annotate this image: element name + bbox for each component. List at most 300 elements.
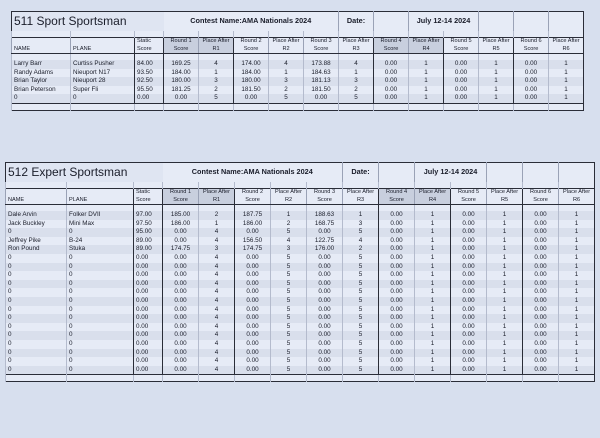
round-score-cell: 0.00 [235,314,271,323]
table-row [6,280,595,289]
place-cell: 1 [559,254,595,263]
plane-name-cell: 0 [67,288,134,297]
spacer-row [6,375,595,382]
plane-name-cell: Nieuport N17 [71,69,135,78]
round-score-cell: 0.00 [451,357,487,366]
pilot-name-cell: 0 [6,306,67,315]
place-cell: 5 [343,288,379,297]
round-score-cell: 0.00 [235,297,271,306]
place-cell: 1 [271,211,307,220]
place-cell: 1 [415,297,451,306]
static-score-cell: 0.00 [134,331,163,340]
column-header: Place After [199,38,234,46]
blank-cell [6,375,67,382]
place-cell: 4 [339,60,374,69]
place-cell: 5 [343,254,379,263]
round-score-cell: 0.00 [379,306,415,315]
round-score-cell: 0.00 [307,254,343,263]
place-cell: 1 [479,69,514,78]
place-cell: 1 [415,331,451,340]
place-cell: 1 [559,263,595,272]
round-score-cell: 176.00 [307,245,343,254]
column-header: Place After [487,189,523,197]
round-score-cell: 0.00 [379,220,415,229]
round-score-cell: 0.00 [444,86,479,95]
round-score-cell: 174.75 [163,245,199,254]
round-score-cell: 0.00 [374,86,409,95]
column-header: R1 [199,46,234,54]
header-row [6,197,595,205]
round-score-cell: 0.00 [379,314,415,323]
column-header: Score [164,46,199,54]
blank-cell [199,103,234,110]
place-cell: 5 [271,297,307,306]
place-cell: 3 [271,245,307,254]
place-cell: 1 [415,340,451,349]
round-score-cell: 0.00 [374,94,409,103]
column-header: NAME [6,197,67,205]
round-score-cell: 0.00 [451,349,487,358]
round-score-cell: 0.00 [163,340,199,349]
place-cell: 1 [479,77,514,86]
round-score-cell: 0.00 [379,211,415,220]
round-score-cell: 0.00 [163,323,199,332]
round-score-cell: 0.00 [379,323,415,332]
round-score-cell: 0.00 [163,314,199,323]
round-score-cell: 0.00 [235,228,271,237]
blank-cell [409,103,444,110]
table-row [6,228,595,237]
place-cell: 4 [199,306,235,315]
column-header: Static [134,189,163,197]
place-cell: 1 [559,288,595,297]
place-cell: 1 [339,69,374,78]
static-score-cell: 0.00 [134,263,163,272]
round-score-cell: 0.00 [307,331,343,340]
place-cell: 4 [199,271,235,280]
place-cell: 1 [415,349,451,358]
blank-cell [12,103,71,110]
round-score-cell: 0.00 [523,349,559,358]
place-cell: 1 [487,254,523,263]
column-header: Place After [415,189,451,197]
round-score-cell: 0.00 [163,271,199,280]
round-score-cell: 0.00 [163,349,199,358]
round-score-cell: 0.00 [379,340,415,349]
place-cell: 1 [559,306,595,315]
place-cell: 1 [549,60,584,69]
plane-name-cell: Super Fli [71,86,135,95]
round-score-cell: 180.00 [164,77,199,86]
static-score-cell: 92.50 [135,77,164,86]
round-score-cell: 0.00 [444,94,479,103]
round-score-cell: 0.00 [379,331,415,340]
static-score-cell: 93.50 [135,69,164,78]
round-score-cell: 0.00 [379,254,415,263]
contest-label: Contest Name: [191,167,244,177]
sheet-511-sport-sportsman [11,11,584,111]
column-header: Score [451,197,487,205]
round-score-cell: 181.50 [234,86,269,95]
blank-cell [523,163,559,183]
place-cell: 5 [343,349,379,358]
round-score-cell: 0.00 [163,366,199,375]
round-score-cell: 0.00 [523,228,559,237]
blank-cell [379,375,415,382]
place-cell: 1 [487,306,523,315]
column-header: R5 [479,46,514,54]
place-cell: 5 [343,331,379,340]
place-cell: 5 [271,357,307,366]
place-cell: 5 [271,254,307,263]
blank-cell [374,103,409,110]
blank-cell [514,12,549,32]
column-header: Place After [409,38,444,46]
column-header: Score [234,46,269,54]
blank-cell [235,375,271,382]
table-row [6,340,595,349]
sheet-512-expert-sportsman [5,162,595,382]
static-score-cell: 0.00 [134,357,163,366]
round-score-cell: 0.00 [523,245,559,254]
place-cell: 1 [487,220,523,229]
place-cell: 1 [549,77,584,86]
column-header: Score [304,46,339,54]
table-row [6,297,595,306]
static-score-cell: 89.00 [134,245,163,254]
column-header: Score [523,197,559,205]
column-header: R5 [487,197,523,205]
place-cell: 4 [199,331,235,340]
column-header: Round 2 [235,189,271,197]
blank-cell [234,103,269,110]
static-score-cell: 97.50 [134,220,163,229]
place-cell: 5 [343,228,379,237]
place-cell: 1 [559,211,595,220]
place-cell: 4 [199,263,235,272]
round-score-cell: 0.00 [444,60,479,69]
static-score-cell: 0.00 [134,306,163,315]
place-cell: 1 [415,357,451,366]
column-header: R4 [415,197,451,205]
round-score-cell: 0.00 [523,237,559,246]
place-cell: 4 [199,314,235,323]
round-score-cell: 0.00 [374,77,409,86]
place-cell: 4 [343,237,379,246]
place-cell: 5 [271,323,307,332]
plane-name-cell: 0 [67,263,134,272]
round-score-cell: 188.63 [307,211,343,220]
contest-name [164,12,339,32]
round-score-cell: 0.00 [235,331,271,340]
results-table-512 [5,162,595,382]
pilot-name-cell: 0 [6,349,67,358]
column-header: Place After [199,189,235,197]
round-score-cell: 0.00 [451,331,487,340]
blank-cell [479,103,514,110]
place-cell: 1 [415,263,451,272]
place-cell: 1 [415,211,451,220]
table-row [6,237,595,246]
date-value: July 12-14 2024 [409,12,479,32]
round-score-cell: 0.00 [444,69,479,78]
blank-cell [307,375,343,382]
round-score-cell: 0.00 [235,254,271,263]
place-cell: 1 [559,349,595,358]
column-header: NAME [12,46,71,54]
round-score-cell: 0.00 [304,94,339,103]
place-cell: 4 [199,323,235,332]
round-score-cell: 0.00 [451,340,487,349]
place-cell: 5 [343,357,379,366]
place-cell: 5 [343,340,379,349]
place-cell: 5 [271,349,307,358]
place-cell: 1 [415,323,451,332]
place-cell: 1 [487,271,523,280]
spacer-row [12,103,584,110]
round-score-cell: 0.00 [307,349,343,358]
column-header: Score [444,46,479,54]
place-cell: 1 [415,366,451,375]
place-cell: 5 [343,271,379,280]
contest-name [163,163,343,183]
round-score-cell: 0.00 [379,245,415,254]
blank-cell [523,375,559,382]
round-score-cell: 0.00 [379,228,415,237]
round-score-cell: 0.00 [514,94,549,103]
place-cell: 1 [409,86,444,95]
column-header: Place After [343,189,379,197]
round-score-cell: 0.00 [307,280,343,289]
place-cell: 1 [559,331,595,340]
round-score-cell: 0.00 [379,271,415,280]
plane-name-cell: 0 [67,314,134,323]
place-cell: 1 [269,69,304,78]
round-score-cell: 0.00 [523,357,559,366]
place-cell: 1 [559,220,595,229]
pilot-name-cell: Brian Peterson [12,86,71,95]
plane-name-cell: 0 [67,340,134,349]
column-header: Round 3 [307,189,343,197]
round-score-cell: 180.00 [234,77,269,86]
plane-name-cell: Nieuport 28 [71,77,135,86]
column-header: Score [134,197,163,205]
static-score-cell: 0.00 [134,323,163,332]
column-header: R3 [339,46,374,54]
place-cell: 1 [479,86,514,95]
round-score-cell: 0.00 [523,366,559,375]
round-score-cell: 0.00 [451,271,487,280]
place-cell: 1 [487,349,523,358]
header-row [12,46,584,54]
column-header: Round 1 [163,189,199,197]
pilot-name-cell: 0 [6,288,67,297]
column-header: Place After [339,38,374,46]
round-score-cell: 0.00 [379,237,415,246]
round-score-cell: 0.00 [379,297,415,306]
pilot-name-cell: 0 [6,340,67,349]
round-score-cell: 0.00 [379,349,415,358]
place-cell: 2 [199,211,235,220]
round-score-cell: 181.50 [304,86,339,95]
round-score-cell: 0.00 [523,323,559,332]
column-header: R2 [271,197,307,205]
place-cell: 4 [271,237,307,246]
place-cell: 1 [559,323,595,332]
round-score-cell: 0.00 [163,306,199,315]
plane-name-cell: Folker DVII [67,211,134,220]
place-cell: 1 [487,340,523,349]
round-score-cell: 0.00 [523,254,559,263]
blank-cell [374,12,409,32]
place-cell: 1 [415,306,451,315]
blank-cell [343,375,379,382]
blank-cell [487,375,523,382]
place-cell: 4 [199,340,235,349]
blank-cell [269,103,304,110]
place-cell: 1 [409,69,444,78]
round-score-cell: 0.00 [234,94,269,103]
column-header: R6 [549,46,584,54]
round-score-cell: 0.00 [374,60,409,69]
place-cell: 4 [199,254,235,263]
place-cell: 3 [199,77,234,86]
round-score-cell: 0.00 [451,245,487,254]
column-header: R4 [409,46,444,54]
place-cell: 5 [343,314,379,323]
place-cell: 1 [479,94,514,103]
place-cell: 1 [549,94,584,103]
static-score-cell: 0.00 [135,94,164,103]
plane-name-cell: 0 [67,331,134,340]
round-score-cell: 0.00 [307,340,343,349]
place-cell: 5 [271,271,307,280]
place-cell: 1 [487,297,523,306]
results-table-511 [11,11,584,111]
round-score-cell: 0.00 [163,237,199,246]
pilot-name-cell: Jack Buckley [6,220,67,229]
plane-name-cell: Curtiss Pusher [71,60,135,69]
static-score-cell: 0.00 [134,271,163,280]
place-cell: 2 [343,245,379,254]
table-row [6,306,595,315]
round-score-cell: 0.00 [163,357,199,366]
round-score-cell: 0.00 [163,280,199,289]
pilot-name-cell: 0 [6,254,67,263]
round-score-cell: 184.00 [164,69,199,78]
place-cell: 1 [549,86,584,95]
place-cell: 1 [415,254,451,263]
pilot-name-cell: 0 [6,271,67,280]
round-score-cell: 0.00 [163,263,199,272]
column-header: R3 [343,197,379,205]
place-cell: 1 [549,69,584,78]
place-cell: 1 [409,60,444,69]
column-header: Place After [549,38,584,46]
place-cell: 1 [409,94,444,103]
column-header: Round 5 [451,189,487,197]
round-score-cell: 173.88 [304,60,339,69]
round-score-cell: 0.00 [514,77,549,86]
pilot-name-cell: 0 [6,357,67,366]
place-cell: 1 [559,237,595,246]
static-score-cell: 0.00 [134,349,163,358]
column-header: Score [514,46,549,54]
place-cell: 5 [269,94,304,103]
blank-cell [199,375,235,382]
place-cell: 1 [559,357,595,366]
place-cell: 1 [479,60,514,69]
column-header: Score [163,197,199,205]
column-header: Score [374,46,409,54]
place-cell: 1 [487,228,523,237]
pilot-name-cell: Randy Adams [12,69,71,78]
round-score-cell: 0.00 [451,306,487,315]
place-cell: 1 [415,228,451,237]
blank-cell [549,12,584,32]
plane-name-cell: 0 [67,306,134,315]
place-cell: 1 [559,314,595,323]
column-header: Place After [559,189,595,197]
static-score-cell: 0.00 [134,297,163,306]
column-header [71,38,135,46]
table-row [6,314,595,323]
plane-name-cell: 0 [67,254,134,263]
round-score-cell: 0.00 [451,220,487,229]
place-cell: 5 [271,228,307,237]
sheet-title: 511 Sport Sportsman [12,12,164,32]
round-score-cell: 0.00 [523,306,559,315]
blank-cell [559,375,595,382]
static-score-cell: 84.00 [135,60,164,69]
table-row [6,211,595,220]
column-header [6,189,67,197]
blank-cell [415,375,451,382]
table-row [6,349,595,358]
blank-cell [135,103,164,110]
place-cell: 1 [415,245,451,254]
place-cell: 1 [409,77,444,86]
column-header: Round 6 [514,38,549,46]
static-score-cell: 0.00 [134,314,163,323]
place-cell: 1 [415,220,451,229]
pilot-name-cell: Jeffrey Pike [6,237,67,246]
place-cell: 1 [415,237,451,246]
place-cell: 5 [271,366,307,375]
place-cell: 2 [199,86,234,95]
round-score-cell: 0.00 [307,306,343,315]
place-cell: 5 [271,340,307,349]
round-score-cell: 0.00 [307,288,343,297]
static-score-cell: 95.00 [134,228,163,237]
round-score-cell: 0.00 [163,331,199,340]
place-cell: 1 [199,69,234,78]
place-cell: 1 [487,331,523,340]
place-cell: 5 [271,288,307,297]
round-score-cell: 181.13 [304,77,339,86]
place-cell: 1 [415,288,451,297]
round-score-cell: 181.25 [164,86,199,95]
place-cell: 3 [343,220,379,229]
round-score-cell: 187.75 [235,211,271,220]
round-score-cell: 0.00 [379,288,415,297]
column-header [12,38,71,46]
column-header: PLANE [67,197,134,205]
round-score-cell: 185.00 [163,211,199,220]
place-cell: 1 [487,245,523,254]
round-score-cell: 0.00 [514,69,549,78]
column-header: Round 3 [304,38,339,46]
